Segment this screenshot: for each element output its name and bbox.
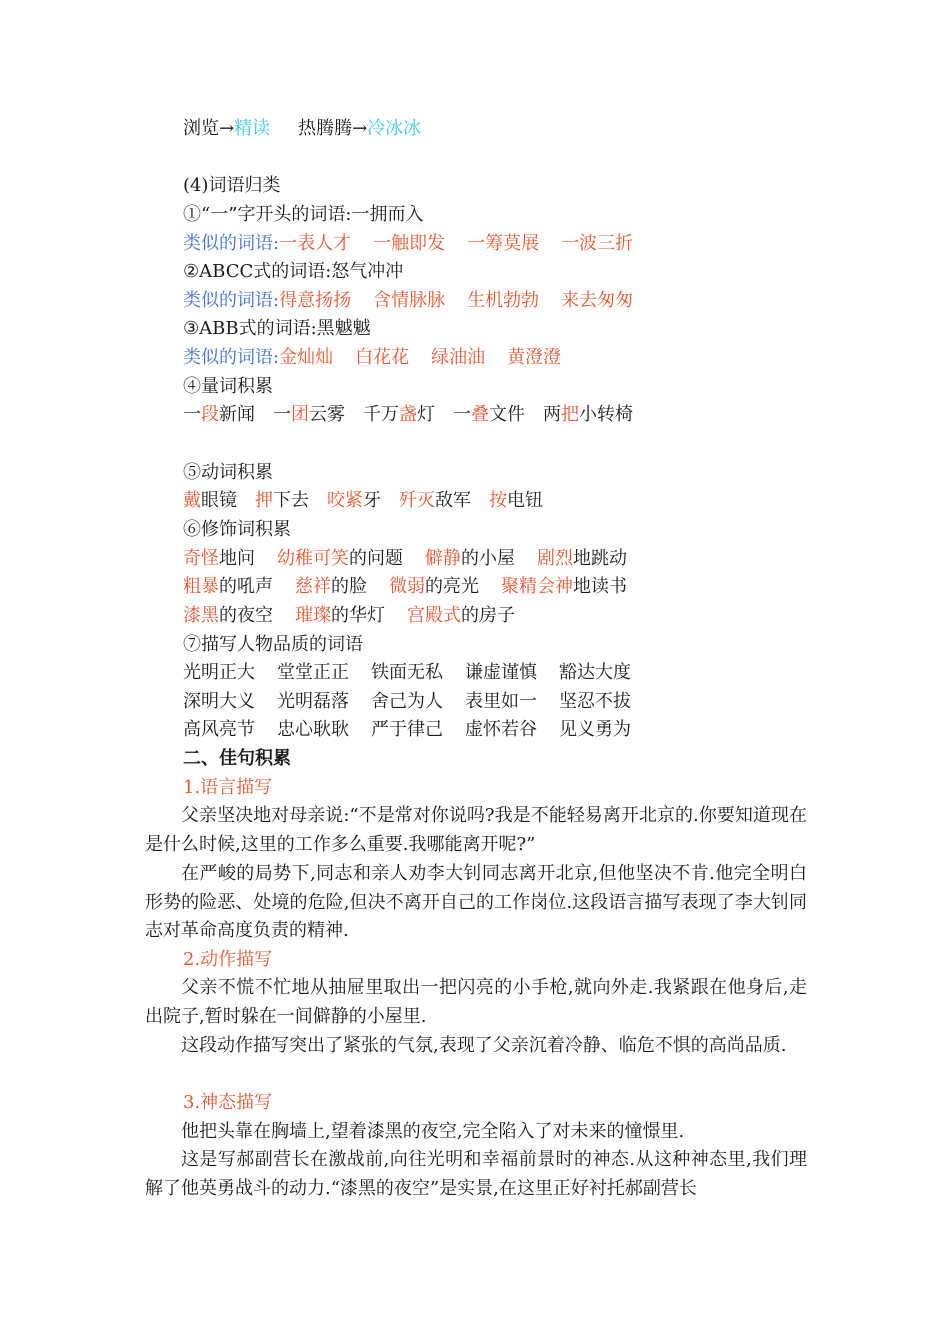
measure-word-line <box>183 401 633 429</box>
modifier-target: 的房子 <box>461 605 515 626</box>
verb-word: 按 <box>489 490 507 511</box>
modifier-word: 剧烈 <box>537 548 573 569</box>
modifier-target: 的亮光 <box>425 576 479 597</box>
section-2-title: 二、佳句积累 <box>183 748 291 769</box>
quality-word: 堂堂正正 <box>277 662 349 683</box>
modifier-target: 的脸 <box>331 576 367 597</box>
measure-prefix: 一 <box>183 404 201 425</box>
modifier-target: 的吼声 <box>219 576 273 597</box>
similar-word: 白花花 <box>355 347 410 368</box>
category-5-label: ⑤动词积累 <box>183 462 273 483</box>
modifier-target: 地问 <box>219 548 255 569</box>
paragraph-expression-quote: 他把头靠在胸墙上,望着漆黑的夜空,完全陷入了对未来的憧憬里. <box>181 1121 685 1142</box>
quality-row <box>183 659 631 687</box>
word-cold: 冷冰冰 <box>367 118 422 139</box>
verb-word: 押 <box>255 490 273 511</box>
modifier-target: 地读书 <box>573 576 627 597</box>
quality-row <box>183 716 631 744</box>
measure-prefix: 两 <box>543 404 561 425</box>
quality-word: 深明大义 <box>183 691 255 712</box>
similar-word: 黄澄澄 <box>507 347 562 368</box>
quality-word: 光明磊落 <box>277 691 349 712</box>
modifier-row <box>183 602 515 630</box>
similar-label: 类似的词语: <box>183 233 280 254</box>
measure-word: 团 <box>291 404 309 425</box>
similar-word: 一波三折 <box>561 233 634 254</box>
modifier-word: 幼稚可笑 <box>277 548 349 569</box>
modifier-row <box>183 573 627 601</box>
paragraph-action-analysis: 这段动作描写突出了紧张的气氛,表现了父亲沉着冷静、临危不惧的高尚品质. <box>181 1035 787 1056</box>
modifier-target: 地跳动 <box>573 548 627 569</box>
verb-object: 电钮 <box>507 490 543 511</box>
word-hot: 热腾腾→ <box>298 118 368 139</box>
verb-object: 敌军 <box>435 490 471 511</box>
word-browse: 浏览→ <box>183 118 235 139</box>
word-intensive-read: 精读 <box>234 118 271 139</box>
modifier-row <box>183 545 627 573</box>
quality-row <box>183 688 631 716</box>
paragraph-language-quote: 父亲坚决地对母亲说:“不是常对你说吗?我是不能轻易离开北京的.你要知道现在是什么时候,这里的工作多么重要.我哪能离开呢?” <box>145 805 807 855</box>
quality-word: 表里如一 <box>465 691 537 712</box>
paragraph-action-quote: 父亲不慌不忙地从抽屉里取出一把闪亮的小手枪,就向外走.我紧跟在他身后,走出院子,暂时躲在一间僻静的小屋里. <box>145 977 807 1027</box>
verb-object: 下去 <box>273 490 309 511</box>
similar-word: 生机勃勃 <box>467 290 540 311</box>
quality-word: 光明正大 <box>183 662 255 683</box>
measure-noun: 新闻 <box>219 404 255 425</box>
modifier-word: 僻静 <box>425 548 461 569</box>
verb-word: 戴 <box>183 490 201 511</box>
quality-word: 铁面无私 <box>371 662 443 683</box>
paragraph-language-analysis: 在严峻的局势下,同志和亲人劝李大钊同志离开北京,但他坚决不肯.他完全明白形势的险恶、处境的危险,但决不离开自己的工作岗位.这段语言描写表现了李大钊同志对革命高度负责的精神. <box>145 863 807 942</box>
similar-word: 含情脉脉 <box>373 290 446 311</box>
measure-noun: 灯 <box>417 404 435 425</box>
modifier-word: 微弱 <box>389 576 425 597</box>
category-1-label: ①“一”字开头的词语:一拥而入 <box>183 204 424 225</box>
modifier-word: 璀璨 <box>295 605 331 626</box>
measure-noun: 小转椅 <box>579 404 633 425</box>
category-4-label: ④量词积累 <box>183 376 273 397</box>
similar-word: 绿油油 <box>431 347 486 368</box>
measure-prefix: 一 <box>273 404 291 425</box>
verb-word: 歼灭 <box>399 490 435 511</box>
modifier-word: 聚精会神 <box>501 576 573 597</box>
measure-prefix: 一 <box>453 404 471 425</box>
category-2-similar <box>183 287 633 315</box>
measure-word: 盏 <box>399 404 417 425</box>
verb-object: 眼镜 <box>201 490 237 511</box>
category-6-label: ⑥修饰词积累 <box>183 519 291 540</box>
quality-word: 见义勇为 <box>559 719 631 740</box>
quality-word: 豁达大度 <box>559 662 631 683</box>
quality-word: 坚忍不拔 <box>559 691 631 712</box>
modifier-word: 奇怪 <box>183 548 219 569</box>
category-3-label: ③ABB式的词语:黑魆魆 <box>183 318 371 339</box>
antonym-line <box>183 115 421 143</box>
measure-noun: 文件 <box>489 404 525 425</box>
heading-expression: 3.神态描写 <box>183 1092 273 1113</box>
measure-noun: 云雾 <box>309 404 345 425</box>
quality-word: 高风亮节 <box>183 719 255 740</box>
category-2-label: ②ABCC式的词语:怒气冲冲 <box>183 261 404 282</box>
quality-word: 舍己为人 <box>371 691 443 712</box>
modifier-word: 漆黑 <box>183 605 219 626</box>
verb-word: 咬紧 <box>327 490 363 511</box>
verb-line <box>183 487 543 515</box>
modifier-word: 慈祥 <box>295 576 331 597</box>
modifier-target: 的小屋 <box>461 548 515 569</box>
paragraph-expression-analysis: 这是写郝副营长在激战前,向往光明和幸福前景时的神态.从这种神态里,我们理解了他英勇战斗的动力.“漆黑的夜空”是实景,在这里正好衬托郝副营长 <box>145 1149 807 1199</box>
similar-word: 得意扬扬 <box>279 290 352 311</box>
category-7-label: ⑦描写人物品质的词语 <box>183 634 363 655</box>
quality-word: 虚怀若谷 <box>465 719 537 740</box>
modifier-target: 的问题 <box>349 548 403 569</box>
measure-word: 叠 <box>471 404 489 425</box>
similar-word: 金灿灿 <box>279 347 334 368</box>
modifier-target: 的夜空 <box>219 605 273 626</box>
quality-word: 谦虚谨慎 <box>465 662 537 683</box>
modifier-target: 的华灯 <box>331 605 385 626</box>
quality-word: 忠心耿耿 <box>277 719 349 740</box>
similar-word: 一触即发 <box>373 233 446 254</box>
similar-label: 类似的词语: <box>183 347 280 368</box>
verb-object: 牙 <box>363 490 381 511</box>
similar-word: 一筹莫展 <box>467 233 540 254</box>
similar-word: 来去匆匆 <box>561 290 634 311</box>
measure-prefix: 千万 <box>363 404 399 425</box>
section-4-title: (4)词语归类 <box>183 175 281 196</box>
measure-word: 段 <box>201 404 219 425</box>
category-3-similar <box>183 344 561 372</box>
similar-label: 类似的词语: <box>183 290 280 311</box>
quality-word: 严于律己 <box>371 719 443 740</box>
heading-language: 1.语言描写 <box>183 777 273 798</box>
measure-word: 把 <box>561 404 579 425</box>
heading-action: 2.动作描写 <box>183 949 273 970</box>
category-1-similar <box>183 230 633 258</box>
modifier-word: 粗暴 <box>183 576 219 597</box>
similar-word: 一表人才 <box>279 233 352 254</box>
modifier-word: 宫殿式 <box>407 605 461 626</box>
